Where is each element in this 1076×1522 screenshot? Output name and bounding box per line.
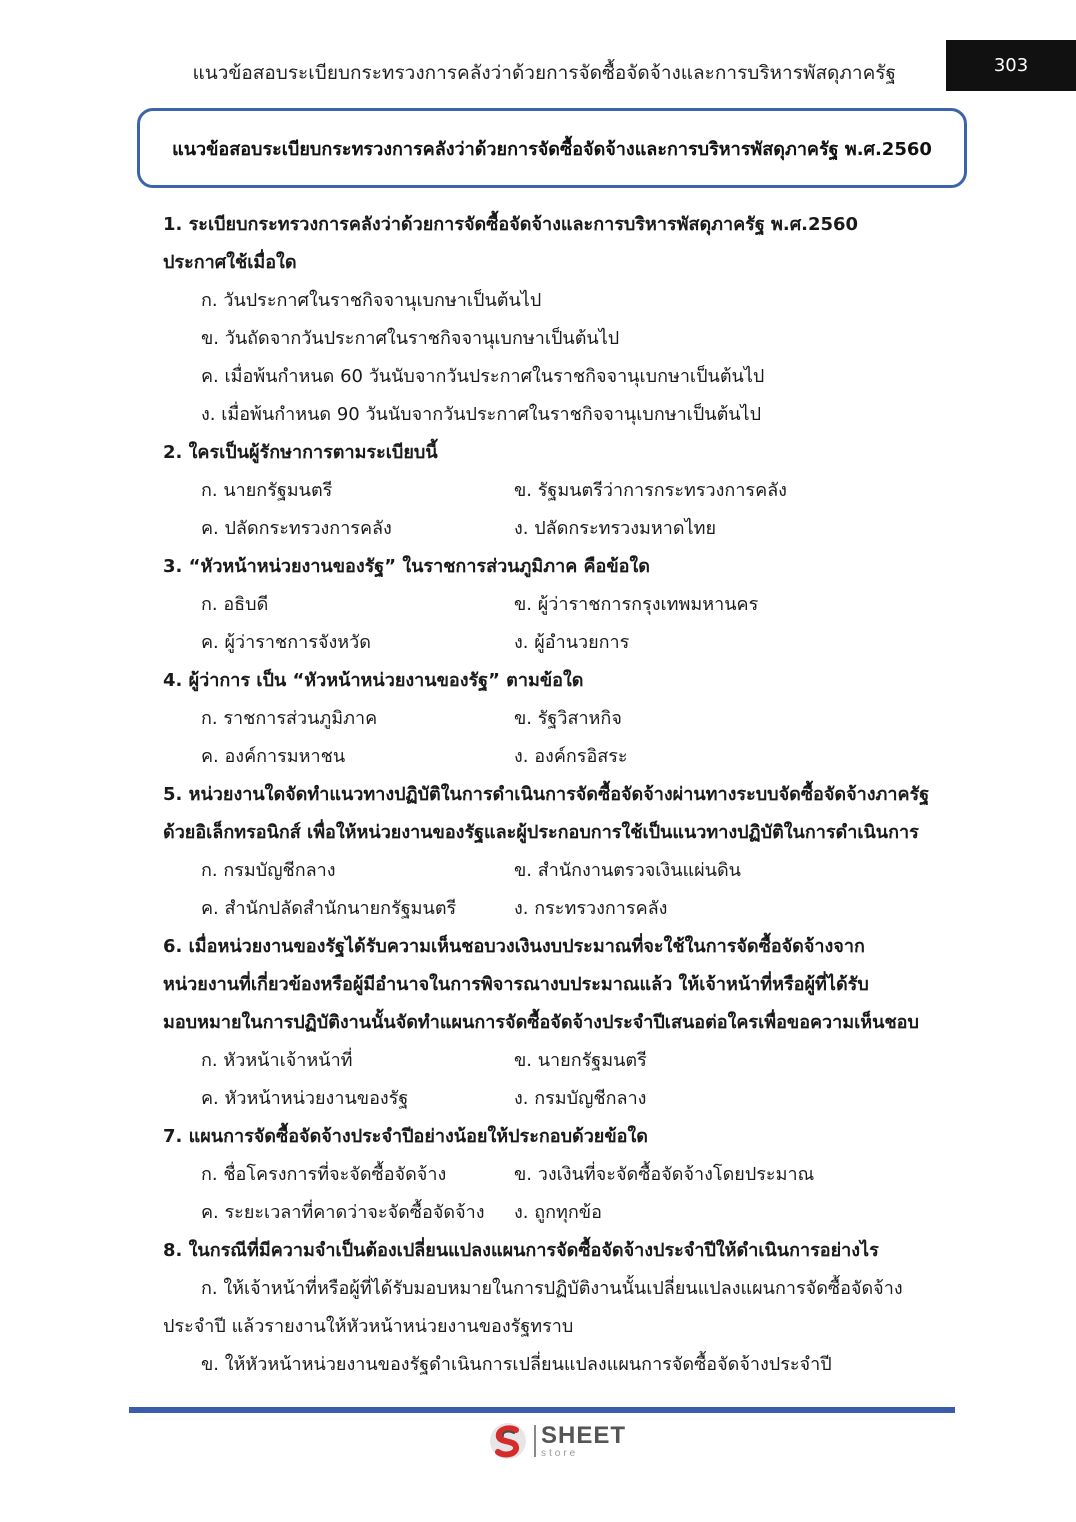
question-8-text: 8. ในกรณีที่มีความจำเป็นต้องเปลี่ยนแปลงแผนการจัดซื้อจัดจ้างประจำปีให้ดำเนินการอย่างไร [163, 1240, 879, 1261]
question-8 [163, 1232, 963, 1384]
footer-divider [129, 1407, 955, 1413]
choice-1-c: ค. เมื่อพ้นกำหนด 60 วันนับจากวันประกาศในราชกิจจานุเบกษาเป็นต้นไป [201, 366, 765, 387]
page-number: 303 [946, 40, 1076, 91]
choice-2-b: ข. รัฐมนตรีว่าการกระทรวงการคลัง [514, 480, 787, 501]
choice-2-c: ค. ปลัดกระทรวงการคลัง [201, 518, 392, 539]
question-7 [163, 1118, 963, 1232]
logo-sub-text: store [541, 1447, 579, 1459]
sheet-store-s-icon [488, 1421, 528, 1461]
choice-2-a: ก. นายกรัฐมนตรี [201, 480, 333, 501]
question-1-line-1: 1. ระเบียบกระทรวงการคลังว่าด้วยการจัดซื้อจัดจ้างและการบริหารพัสดุภาครัฐ พ.ศ.2560 [163, 214, 859, 235]
question-3 [163, 548, 963, 662]
choice-6-b: ข. นายกรัฐมนตรี [514, 1050, 647, 1071]
question-6 [163, 928, 963, 1118]
question-3-text: 3. “หัวหน้าหน่วยงานของรัฐ” ในราชการส่วนภูมิภาค คือข้อใด [163, 556, 650, 577]
choice-7-d: ง. ถูกทุกข้อ [514, 1202, 602, 1223]
choice-4-c: ค. องค์การมหาชน [201, 746, 346, 767]
choice-3-b: ข. ผู้ว่าราชการกรุงเทพมหานคร [514, 594, 759, 615]
logo-wordmark [541, 1421, 627, 1459]
question-4-text: 4. ผู้ว่าการ เป็น “หัวหน้าหน่วยงานของรัฐ” ตามข้อใด [163, 670, 584, 691]
choice-1-b: ข. วันถัดจากวันประกาศในราชกิจจานุเบกษาเป็นต้นไป [201, 328, 620, 349]
choice-4-b: ข. รัฐวิสาหกิจ [514, 708, 622, 729]
section-title-box: แนวข้อสอบระเบียบกระทรวงการคลังว่าด้วยการจัดซื้อจัดจ้างและการบริหารพัสดุภาครัฐ พ.ศ.2560 [137, 108, 967, 188]
question-2 [163, 434, 963, 548]
choice-3-a: ก. อธิบดี [201, 594, 269, 615]
choice-6-c: ค. หัวหน้าหน่วยงานของรัฐ [201, 1088, 409, 1109]
question-7-text: 7. แผนการจัดซื้อจัดจ้างประจำปีอย่างน้อยให้ประกอบด้วยข้อใด [163, 1126, 648, 1147]
sheet-store-logo [488, 1420, 626, 1462]
logo-main-text: SHEET [541, 1421, 627, 1449]
question-1 [163, 206, 963, 434]
choice-8-b: ข. ให้หัวหน้าหน่วยงานของรัฐดำเนินการเปลี่ยนแปลงแผนการจัดซื้อจัดจ้างประจำปี [201, 1354, 832, 1375]
choice-3-d: ง. ผู้อำนวยการ [514, 632, 630, 653]
choice-4-d: ง. องค์กรอิสระ [514, 746, 628, 767]
choice-8-a: ก. ให้เจ้าหน้าที่หรือผู้ที่ได้รับมอบหมายในการปฏิบัติงานนั้นเปลี่ยนแปลงแผนการจัดซื้อจัดจ้าง [201, 1278, 903, 1299]
choice-3-c: ค. ผู้ว่าราชการจังหวัด [201, 632, 371, 653]
choice-7-a: ก. ชื่อโครงการที่จะจัดซื้อจัดจ้าง [201, 1164, 447, 1185]
choice-5-c: ค. สำนักปลัดสำนักนายกรัฐมนตรี [201, 898, 457, 919]
choice-6-d: ง. กรมบัญชีกลาง [514, 1088, 647, 1109]
question-6-line-1: 6. เมื่อหน่วยงานของรัฐได้รับความเห็นชอบวงเงินงบประมาณที่จะใช้ในการจัดซื้อจัดจ้างจาก [163, 936, 865, 957]
choice-4-a: ก. ราชการส่วนภูมิภาค [201, 708, 378, 729]
choice-8-a-continued: ประจำปี แล้วรายงานให้หัวหน้าหน่วยงานของรัฐทราบ [163, 1316, 574, 1337]
choice-1-a: ก. วันประกาศในราชกิจจานุเบกษาเป็นต้นไป [201, 290, 542, 311]
question-list [163, 206, 963, 1384]
question-5-line-1: 5. หน่วยงานใดจัดทำแนวทางปฏิบัติในการดำเนินการจัดซื้อจัดจ้างผ่านทางระบบจัดซื้อจัดจ้างภาครัฐ [163, 784, 930, 805]
choice-5-a: ก. กรมบัญชีกลาง [201, 860, 336, 881]
choice-7-b: ข. วงเงินที่จะจัดซื้อจัดจ้างโดยประมาณ [514, 1164, 815, 1185]
choice-1-d: ง. เมื่อพ้นกำหนด 90 วันนับจากวันประกาศในราชกิจจานุเบกษาเป็นต้นไป [201, 404, 762, 425]
question-5 [163, 776, 963, 928]
question-2-text: 2. ใครเป็นผู้รักษาการตามระเบียบนี้ [163, 442, 438, 463]
running-header-title: แนวข้อสอบระเบียบกระทรวงการคลังว่าด้วยการจัดซื้อจัดจ้างและการบริหารพัสดุภาครัฐ [192, 62, 896, 84]
choice-5-d: ง. กระทรวงการคลัง [514, 898, 668, 919]
choice-7-c: ค. ระยะเวลาที่คาดว่าจะจัดซื้อจัดจ้าง [201, 1202, 485, 1223]
question-5-line-2: ด้วยอิเล็กทรอนิกส์ เพื่อให้หน่วยงานของรัฐและผู้ประกอบการใช้เป็นแนวทางปฏิบัติในการดำเนินการ [163, 822, 919, 843]
question-6-line-2: หน่วยงานที่เกี่ยวข้องหรือผู้มีอำนาจในการพิจารณางบประมาณแล้ว ให้เจ้าหน้าที่หรือผู้ที่ได้รับ [163, 974, 869, 995]
choice-6-a: ก. หัวหน้าเจ้าหน้าที่ [201, 1050, 353, 1071]
choice-2-d: ง. ปลัดกระทรวงมหาดไทย [514, 518, 717, 539]
question-4 [163, 662, 963, 776]
question-1-line-2: ประกาศใช้เมื่อใด [163, 252, 297, 273]
logo-divider [534, 1425, 536, 1457]
choice-5-b: ข. สำนักงานตรวจเงินแผ่นดิน [514, 860, 741, 881]
question-6-line-3: มอบหมายในการปฏิบัติงานนั้นจัดทำแผนการจัดซื้อจัดจ้างประจำปีเสนอต่อใครเพื่อขอความเห็นชอบ [163, 1012, 919, 1033]
